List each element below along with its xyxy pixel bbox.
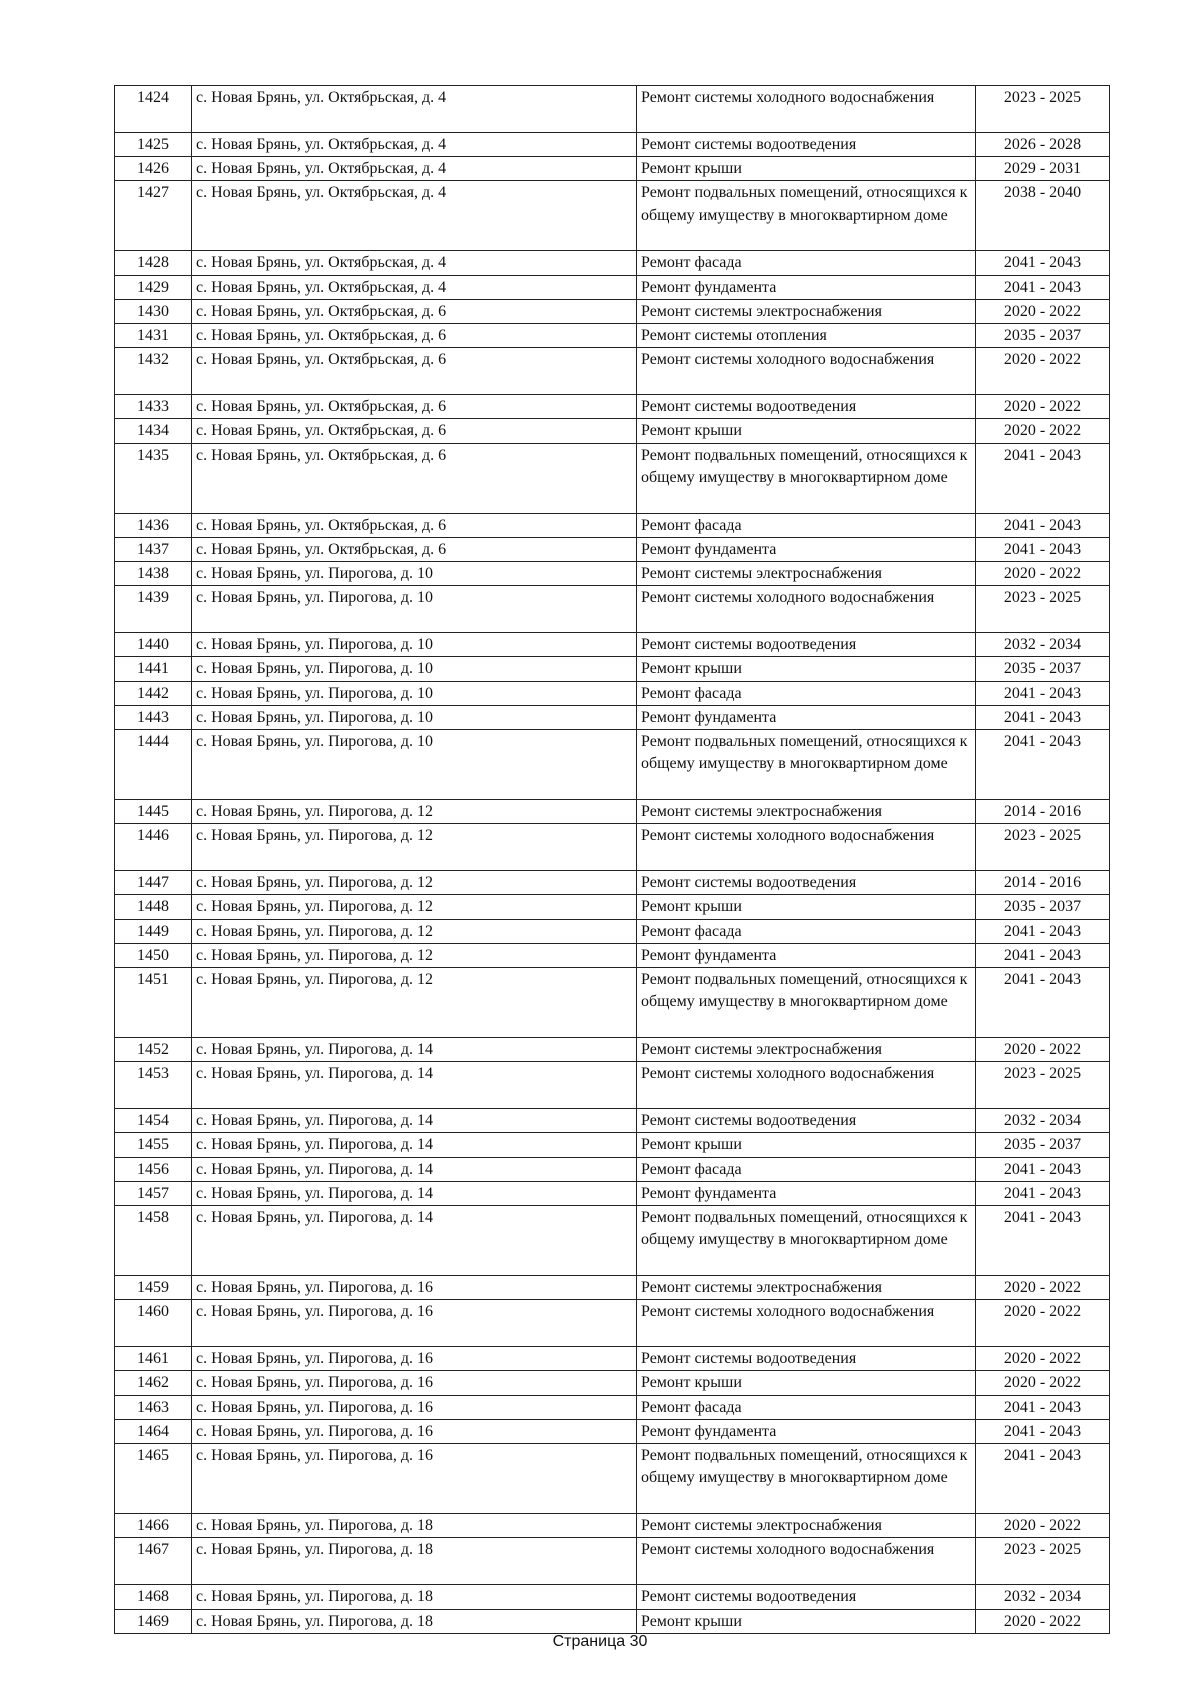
row-number: 1455 bbox=[115, 1133, 192, 1157]
row-number: 1463 bbox=[115, 1395, 192, 1419]
row-address: с. Новая Брянь, ул. Пирогова, д. 10 bbox=[192, 633, 637, 657]
row-number: 1461 bbox=[115, 1347, 192, 1371]
row-number: 1425 bbox=[115, 133, 192, 157]
table-row bbox=[115, 348, 1110, 395]
table-row bbox=[115, 1157, 1110, 1181]
row-work-type: Ремонт системы электроснабжения bbox=[637, 299, 976, 323]
row-address: с. Новая Брянь, ул. Пирогова, д. 16 bbox=[192, 1347, 637, 1371]
table-row bbox=[115, 1300, 1110, 1347]
row-address: с. Новая Брянь, ул. Пирогова, д. 16 bbox=[192, 1300, 637, 1347]
row-number: 1430 bbox=[115, 299, 192, 323]
row-years: 2020 - 2022 bbox=[976, 395, 1110, 419]
row-work-type: Ремонт системы холодного водоснабжения bbox=[637, 348, 976, 395]
row-address: с. Новая Брянь, ул. Пирогова, д. 16 bbox=[192, 1371, 637, 1395]
row-address: с. Новая Брянь, ул. Пирогова, д. 14 bbox=[192, 1181, 637, 1205]
row-number: 1469 bbox=[115, 1609, 192, 1633]
row-address: с. Новая Брянь, ул. Пирогова, д. 14 bbox=[192, 1109, 637, 1133]
row-address: с. Новая Брянь, ул. Пирогова, д. 12 bbox=[192, 968, 637, 1038]
row-years: 2014 - 2016 bbox=[976, 871, 1110, 895]
row-work-type: Ремонт системы водоотведения bbox=[637, 1109, 976, 1133]
row-number: 1437 bbox=[115, 537, 192, 561]
row-address: с. Новая Брянь, ул. Октябрьская, д. 6 bbox=[192, 537, 637, 561]
row-work-type: Ремонт системы отопления bbox=[637, 324, 976, 348]
row-number: 1454 bbox=[115, 1109, 192, 1133]
row-address: с. Новая Брянь, ул. Октябрьская, д. 6 bbox=[192, 324, 637, 348]
table-row bbox=[115, 1206, 1110, 1276]
table-row bbox=[115, 324, 1110, 348]
row-address: с. Новая Брянь, ул. Пирогова, д. 12 bbox=[192, 919, 637, 943]
row-address: с. Новая Брянь, ул. Октябрьская, д. 4 bbox=[192, 157, 637, 181]
row-address: с. Новая Брянь, ул. Пирогова, д. 16 bbox=[192, 1444, 637, 1514]
row-address: с. Новая Брянь, ул. Пирогова, д. 14 bbox=[192, 1133, 637, 1157]
row-years: 2041 - 2043 bbox=[976, 443, 1110, 513]
table-row bbox=[115, 1276, 1110, 1300]
row-work-type: Ремонт фасада bbox=[637, 1157, 976, 1181]
row-number: 1452 bbox=[115, 1038, 192, 1062]
row-work-type: Ремонт подвальных помещений, относящихся к общему имуществу в многоквартирном доме bbox=[637, 181, 976, 251]
row-number: 1426 bbox=[115, 157, 192, 181]
row-work-type: Ремонт подвальных помещений, относящихся к общему имуществу в многоквартирном доме bbox=[637, 1206, 976, 1276]
row-number: 1458 bbox=[115, 1206, 192, 1276]
row-number: 1436 bbox=[115, 513, 192, 537]
row-number: 1431 bbox=[115, 324, 192, 348]
row-number: 1441 bbox=[115, 657, 192, 681]
table-row bbox=[115, 1371, 1110, 1395]
row-years: 2020 - 2022 bbox=[976, 1276, 1110, 1300]
table-row bbox=[115, 1419, 1110, 1443]
table-row bbox=[115, 800, 1110, 824]
row-years: 2026 - 2028 bbox=[976, 133, 1110, 157]
row-number: 1450 bbox=[115, 943, 192, 967]
row-work-type: Ремонт системы водоотведения bbox=[637, 1585, 976, 1609]
row-work-type: Ремонт фундамента bbox=[637, 275, 976, 299]
row-years: 2041 - 2043 bbox=[976, 513, 1110, 537]
row-address: с. Новая Брянь, ул. Октябрьская, д. 6 bbox=[192, 419, 637, 443]
row-address: с. Новая Брянь, ул. Пирогова, д. 16 bbox=[192, 1395, 637, 1419]
row-address: с. Новая Брянь, ул. Пирогова, д. 10 bbox=[192, 705, 637, 729]
row-years: 2020 - 2022 bbox=[976, 299, 1110, 323]
row-work-type: Ремонт системы холодного водоснабжения bbox=[637, 86, 976, 133]
row-number: 1443 bbox=[115, 705, 192, 729]
table-row bbox=[115, 586, 1110, 633]
repair-schedule-table bbox=[114, 85, 1110, 1634]
row-work-type: Ремонт фасада bbox=[637, 251, 976, 275]
table-row bbox=[115, 1444, 1110, 1514]
row-address: с. Новая Брянь, ул. Пирогова, д. 12 bbox=[192, 943, 637, 967]
row-number: 1440 bbox=[115, 633, 192, 657]
row-work-type: Ремонт крыши bbox=[637, 419, 976, 443]
row-work-type: Ремонт системы электроснабжения bbox=[637, 1276, 976, 1300]
row-number: 1442 bbox=[115, 681, 192, 705]
table-row bbox=[115, 157, 1110, 181]
row-years: 2041 - 2043 bbox=[976, 1444, 1110, 1514]
row-years: 2041 - 2043 bbox=[976, 1181, 1110, 1205]
row-number: 1453 bbox=[115, 1062, 192, 1109]
row-work-type: Ремонт системы водоотведения bbox=[637, 633, 976, 657]
row-address: с. Новая Брянь, ул. Пирогова, д. 18 bbox=[192, 1538, 637, 1585]
row-years: 2023 - 2025 bbox=[976, 1538, 1110, 1585]
row-address: с. Новая Брянь, ул. Пирогова, д. 18 bbox=[192, 1585, 637, 1609]
row-address: с. Новая Брянь, ул. Октябрьская, д. 4 bbox=[192, 86, 637, 133]
table-row bbox=[115, 419, 1110, 443]
row-address: с. Новая Брянь, ул. Пирогова, д. 18 bbox=[192, 1514, 637, 1538]
table-row bbox=[115, 1347, 1110, 1371]
row-years: 2020 - 2022 bbox=[976, 1609, 1110, 1633]
row-number: 1435 bbox=[115, 443, 192, 513]
row-number: 1434 bbox=[115, 419, 192, 443]
row-years: 2020 - 2022 bbox=[976, 562, 1110, 586]
row-years: 2041 - 2043 bbox=[976, 251, 1110, 275]
row-work-type: Ремонт системы водоотведения bbox=[637, 871, 976, 895]
row-work-type: Ремонт фасада bbox=[637, 681, 976, 705]
row-address: с. Новая Брянь, ул. Пирогова, д. 10 bbox=[192, 681, 637, 705]
row-years: 2035 - 2037 bbox=[976, 895, 1110, 919]
row-work-type: Ремонт крыши bbox=[637, 1609, 976, 1633]
table-row bbox=[115, 968, 1110, 1038]
row-work-type: Ремонт подвальных помещений, относящихся к общему имуществу в многоквартирном доме bbox=[637, 730, 976, 800]
table-row bbox=[115, 1109, 1110, 1133]
row-work-type: Ремонт фасада bbox=[637, 513, 976, 537]
row-address: с. Новая Брянь, ул. Пирогова, д. 10 bbox=[192, 562, 637, 586]
row-work-type: Ремонт фундамента bbox=[637, 537, 976, 561]
row-years: 2023 - 2025 bbox=[976, 86, 1110, 133]
row-address: с. Новая Брянь, ул. Октябрьская, д. 4 bbox=[192, 181, 637, 251]
row-number: 1467 bbox=[115, 1538, 192, 1585]
row-work-type: Ремонт системы холодного водоснабжения bbox=[637, 1062, 976, 1109]
row-address: с. Новая Брянь, ул. Октябрьская, д. 4 bbox=[192, 133, 637, 157]
row-work-type: Ремонт системы водоотведения bbox=[637, 1347, 976, 1371]
row-number: 1466 bbox=[115, 1514, 192, 1538]
row-number: 1428 bbox=[115, 251, 192, 275]
row-years: 2032 - 2034 bbox=[976, 633, 1110, 657]
row-work-type: Ремонт крыши bbox=[637, 1371, 976, 1395]
row-years: 2041 - 2043 bbox=[976, 275, 1110, 299]
table-row bbox=[115, 1514, 1110, 1538]
row-work-type: Ремонт крыши bbox=[637, 1133, 976, 1157]
table-row bbox=[115, 1062, 1110, 1109]
row-years: 2023 - 2025 bbox=[976, 586, 1110, 633]
row-years: 2020 - 2022 bbox=[976, 1300, 1110, 1347]
row-address: с. Новая Брянь, ул. Пирогова, д. 10 bbox=[192, 657, 637, 681]
table-row bbox=[115, 871, 1110, 895]
table-row bbox=[115, 657, 1110, 681]
row-number: 1465 bbox=[115, 1444, 192, 1514]
row-address: с. Новая Брянь, ул. Пирогова, д. 12 bbox=[192, 895, 637, 919]
row-number: 1439 bbox=[115, 586, 192, 633]
row-years: 2020 - 2022 bbox=[976, 1371, 1110, 1395]
table-body bbox=[115, 86, 1110, 1634]
table-row bbox=[115, 943, 1110, 967]
table-row bbox=[115, 443, 1110, 513]
row-address: с. Новая Брянь, ул. Пирогова, д. 16 bbox=[192, 1419, 637, 1443]
row-number: 1449 bbox=[115, 919, 192, 943]
table-row bbox=[115, 395, 1110, 419]
row-number: 1429 bbox=[115, 275, 192, 299]
row-years: 2023 - 2025 bbox=[976, 1062, 1110, 1109]
row-years: 2032 - 2034 bbox=[976, 1585, 1110, 1609]
row-work-type: Ремонт системы холодного водоснабжения bbox=[637, 586, 976, 633]
row-address: с. Новая Брянь, ул. Октябрьская, д. 6 bbox=[192, 299, 637, 323]
row-address: с. Новая Брянь, ул. Пирогова, д. 14 bbox=[192, 1157, 637, 1181]
table-row bbox=[115, 1181, 1110, 1205]
table-row bbox=[115, 1133, 1110, 1157]
page-number: Страница 30 bbox=[552, 1633, 648, 1650]
table-row bbox=[115, 1585, 1110, 1609]
row-years: 2014 - 2016 bbox=[976, 800, 1110, 824]
row-work-type: Ремонт системы электроснабжения bbox=[637, 1514, 976, 1538]
row-address: с. Новая Брянь, ул. Октябрьская, д. 4 bbox=[192, 275, 637, 299]
row-years: 2041 - 2043 bbox=[976, 1206, 1110, 1276]
row-work-type: Ремонт фундамента bbox=[637, 943, 976, 967]
table-row bbox=[115, 1538, 1110, 1585]
row-years: 2020 - 2022 bbox=[976, 1038, 1110, 1062]
row-address: с. Новая Брянь, ул. Пирогова, д. 14 bbox=[192, 1206, 637, 1276]
row-work-type: Ремонт системы электроснабжения bbox=[637, 1038, 976, 1062]
row-work-type: Ремонт системы холодного водоснабжения bbox=[637, 824, 976, 871]
row-work-type: Ремонт подвальных помещений, относящихся к общему имуществу в многоквартирном доме bbox=[637, 1444, 976, 1514]
row-years: 2041 - 2043 bbox=[976, 1395, 1110, 1419]
row-years: 2035 - 2037 bbox=[976, 324, 1110, 348]
row-work-type: Ремонт системы электроснабжения bbox=[637, 800, 976, 824]
row-number: 1457 bbox=[115, 1181, 192, 1205]
row-work-type: Ремонт системы водоотведения bbox=[637, 133, 976, 157]
table-row bbox=[115, 537, 1110, 561]
row-number: 1427 bbox=[115, 181, 192, 251]
row-work-type: Ремонт системы водоотведения bbox=[637, 395, 976, 419]
table-row bbox=[115, 1609, 1110, 1633]
row-number: 1444 bbox=[115, 730, 192, 800]
row-address: с. Новая Брянь, ул. Пирогова, д. 12 bbox=[192, 824, 637, 871]
row-address: с. Новая Брянь, ул. Пирогова, д. 16 bbox=[192, 1276, 637, 1300]
row-address: с. Новая Брянь, ул. Пирогова, д. 14 bbox=[192, 1062, 637, 1109]
row-number: 1464 bbox=[115, 1419, 192, 1443]
table-row bbox=[115, 299, 1110, 323]
table-row bbox=[115, 562, 1110, 586]
row-years: 2032 - 2034 bbox=[976, 1109, 1110, 1133]
table-row bbox=[115, 895, 1110, 919]
row-address: с. Новая Брянь, ул. Октябрьская, д. 6 bbox=[192, 443, 637, 513]
table-row bbox=[115, 513, 1110, 537]
table-row bbox=[115, 181, 1110, 251]
row-years: 2041 - 2043 bbox=[976, 730, 1110, 800]
row-work-type: Ремонт фундамента bbox=[637, 1181, 976, 1205]
row-work-type: Ремонт крыши bbox=[637, 657, 976, 681]
row-number: 1445 bbox=[115, 800, 192, 824]
row-work-type: Ремонт системы электроснабжения bbox=[637, 562, 976, 586]
row-work-type: Ремонт подвальных помещений, относящихся к общему имуществу в многоквартирном доме bbox=[637, 443, 976, 513]
row-years: 2035 - 2037 bbox=[976, 1133, 1110, 1157]
row-address: с. Новая Брянь, ул. Пирогова, д. 12 bbox=[192, 800, 637, 824]
table-row bbox=[115, 681, 1110, 705]
row-address: с. Новая Брянь, ул. Пирогова, д. 10 bbox=[192, 730, 637, 800]
row-years: 2020 - 2022 bbox=[976, 1347, 1110, 1371]
row-years: 2041 - 2043 bbox=[976, 968, 1110, 1038]
row-years: 2041 - 2043 bbox=[976, 1157, 1110, 1181]
row-address: с. Новая Брянь, ул. Пирогова, д. 18 bbox=[192, 1609, 637, 1633]
row-number: 1468 bbox=[115, 1585, 192, 1609]
row-years: 2041 - 2043 bbox=[976, 681, 1110, 705]
row-number: 1433 bbox=[115, 395, 192, 419]
row-number: 1447 bbox=[115, 871, 192, 895]
row-years: 2020 - 2022 bbox=[976, 348, 1110, 395]
row-number: 1462 bbox=[115, 1371, 192, 1395]
table-row bbox=[115, 824, 1110, 871]
row-number: 1446 bbox=[115, 824, 192, 871]
table-row bbox=[115, 251, 1110, 275]
row-address: с. Новая Брянь, ул. Октябрьская, д. 6 bbox=[192, 395, 637, 419]
row-number: 1432 bbox=[115, 348, 192, 395]
row-work-type: Ремонт крыши bbox=[637, 895, 976, 919]
table-row bbox=[115, 1395, 1110, 1419]
table-row bbox=[115, 275, 1110, 299]
row-work-type: Ремонт системы холодного водоснабжения bbox=[637, 1300, 976, 1347]
row-years: 2035 - 2037 bbox=[976, 657, 1110, 681]
row-address: с. Новая Брянь, ул. Октябрьская, д. 6 bbox=[192, 348, 637, 395]
row-work-type: Ремонт крыши bbox=[637, 157, 976, 181]
row-work-type: Ремонт фундамента bbox=[637, 705, 976, 729]
row-number: 1448 bbox=[115, 895, 192, 919]
row-years: 2038 - 2040 bbox=[976, 181, 1110, 251]
table-row bbox=[115, 133, 1110, 157]
row-number: 1460 bbox=[115, 1300, 192, 1347]
row-years: 2023 - 2025 bbox=[976, 824, 1110, 871]
table-row bbox=[115, 633, 1110, 657]
row-work-type: Ремонт фасада bbox=[637, 1395, 976, 1419]
row-address: с. Новая Брянь, ул. Пирогова, д. 12 bbox=[192, 871, 637, 895]
row-work-type: Ремонт фундамента bbox=[637, 1419, 976, 1443]
row-work-type: Ремонт подвальных помещений, относящихся к общему имуществу в многоквартирном доме bbox=[637, 968, 976, 1038]
row-number: 1438 bbox=[115, 562, 192, 586]
row-number: 1424 bbox=[115, 86, 192, 133]
row-number: 1456 bbox=[115, 1157, 192, 1181]
row-years: 2029 - 2031 bbox=[976, 157, 1110, 181]
row-work-type: Ремонт системы холодного водоснабжения bbox=[637, 1538, 976, 1585]
row-years: 2041 - 2043 bbox=[976, 943, 1110, 967]
row-address: с. Новая Брянь, ул. Пирогова, д. 10 bbox=[192, 586, 637, 633]
row-address: с. Новая Брянь, ул. Октябрьская, д. 6 bbox=[192, 513, 637, 537]
row-years: 2020 - 2022 bbox=[976, 419, 1110, 443]
table-row bbox=[115, 730, 1110, 800]
table-row bbox=[115, 705, 1110, 729]
table-row bbox=[115, 1038, 1110, 1062]
row-years: 2041 - 2043 bbox=[976, 1419, 1110, 1443]
row-years: 2020 - 2022 bbox=[976, 1514, 1110, 1538]
row-address: с. Новая Брянь, ул. Октябрьская, д. 4 bbox=[192, 251, 637, 275]
row-years: 2041 - 2043 bbox=[976, 537, 1110, 561]
row-number: 1459 bbox=[115, 1276, 192, 1300]
row-address: с. Новая Брянь, ул. Пирогова, д. 14 bbox=[192, 1038, 637, 1062]
row-number: 1451 bbox=[115, 968, 192, 1038]
row-years: 2041 - 2043 bbox=[976, 919, 1110, 943]
row-work-type: Ремонт фасада bbox=[637, 919, 976, 943]
row-years: 2041 - 2043 bbox=[976, 705, 1110, 729]
table-row bbox=[115, 919, 1110, 943]
table-row bbox=[115, 86, 1110, 133]
